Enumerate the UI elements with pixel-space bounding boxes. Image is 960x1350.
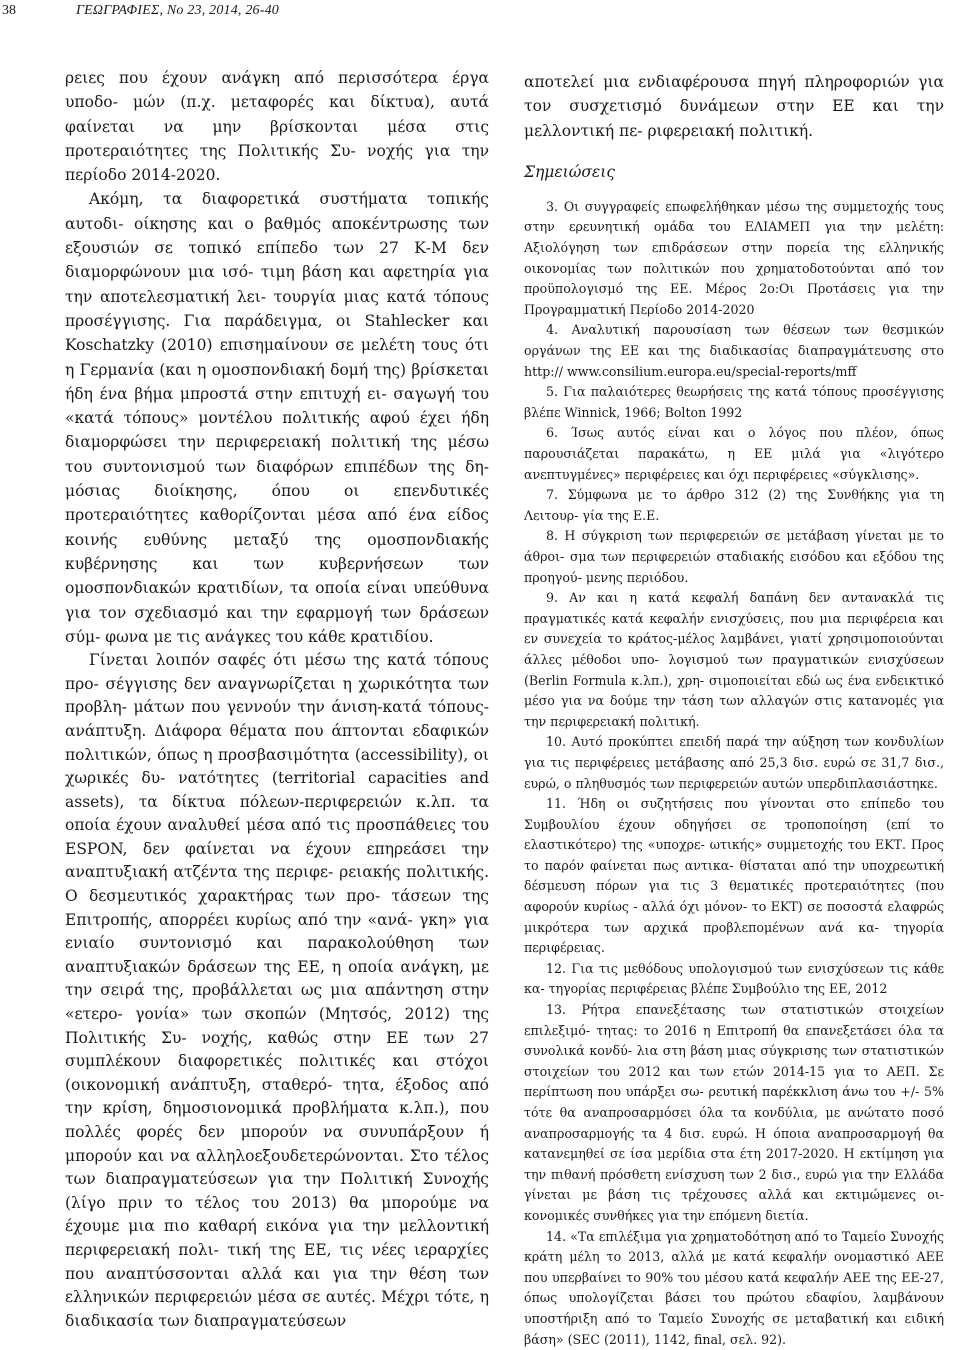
footnote: 8. Η σύγκριση των περιφερειών σε μετάβαση γίνεται με το άθροι- σμα των περιφερειών σταδιακής εισόδου και εξόδου της προηγού- μενης περιόδου. xyxy=(524,528,944,585)
notes-list xyxy=(524,197,944,1350)
body-paragraph: Γίνεται λοιπόν σαφές ότι μέσω της κατά τόπους προ- σέγγισης δεν αναγνωρίζεται η χωρικότητα των προβλη- μάτων που γεννούν την άνιση-κατά τόπους-ανάπτυξη. Διάφορα θέματα που άπτονται εδαφικών πολιτικών, όπως η προσβασιμότητα (accessibility), οι χωρικές δυ- νατότητες (territorial capacities and assets), τα δίκτυα πόλεων-περιφερειών κ.λπ. τα οποία έχουν αναλυθεί μέσα από τις προσπάθειες του ESPON, δεν φαίνεται να έχουν επηρεάσει την αναπτυξιακή ατζέντα της περιφε- ρειακής πολιτικής. Ο δεσμευτικός χαρακτήρας των προ- τάσεων της Επιτροπής, απορρέει κυρίως από την «ανά- γκη» για ενιαίο συντονισμό και παρακολούθηση των αναπτυξιακών δράσεων της ΕΕ, η οποία ανάγκη, με την σειρά της, προβάλλεται ως μια απάντηση στην «ετερο- γονία» των σκοπών (Μητσός, 2012) της Πολιτικής Συ- νοχής, καθώς στην ΕΕ των 27 συμπλέκουν διαφορετικές πολιτικές και στόχοι (οικονομική ανάπτυξη, σταθερό- τητα, έξοδος από την κρίση, δημοσιονομικά προβλήματα κ.λπ.), που πολλές φορές δεν μπορούν να συνυπάρξουν ή μπορούν και να αλληλοεξουδετερώνονται. Στο τέλος των διαπραγματεύσεων για την Πολιτική Συνοχής (λίγο πριν το τέλος του 2013) θα μπορούμε να έχουμε μια πιο καθαρή εικόνα για την μελλοντική περιφερειακή πολι- τική της ΕΕ, τις νέες ιεραρχίες που αναπτύσσονται αλλά και για την θέση των ελληνικών περιφερειών μέσα σε αυτές. Μέχρι τότε, η διαδικασία των διαπραγματεύσεων xyxy=(65,651,489,1330)
footnote: 14. «Τα επιλέξιμα για χρηματοδότηση από το Ταμείο Συνοχής κράτη μέλη το 2013, αλλά με κατά κεφαλήν ονομαστικό ΑΕΕ που υπερβαίνει το 90% του μέσου κατά κεφαλήν ΑΕΕ της ΕΕ-27, όπως υπολογίζεται βάσει του πρώτου εδαφίου, λαμβάνουν υποστήριξη από το Ταμείο Συνοχής σε μεταβατική και ειδική βάση» (SEC (2011), 1142, final, σελ. 92). xyxy=(524,1228,944,1347)
footnote: 12. Για τις μεθόδους υπολογισμού των ενισχύσεων τις κάθε κα- τηγορίας περιφέρειας βλέπε Συμβούλιο της ΕΕ, 2012 xyxy=(524,960,944,997)
footnote: 11. Ήδη οι συζητήσεις που γίνονται στο επίπεδο του Συμβουλίου έχουν οδηγήσει σε τροποποίηση (επί το ελαστικότερο) της «υποχρε- ωτικής» συμμετοχής του ΕΚΤ. Προς το παρόν φαίνεται πως αντικα- θίσταται από την υποχρεωτική δέσμευση πόρων για τις 3 θεματικές προτεραιότητες (που αφορούν κυρίως - αλλά όχι μόνον- το ΕΚΤ) σε ποσοστά ελαφρώς μικρότερα των αρχικά προβλεπομένων ανά κα- τηγορία περιφέρειας. xyxy=(524,796,944,956)
page-number: 38 xyxy=(2,3,16,18)
body-paragraph: ρειες που έχουν ανάγκη από περισσότερα έργα υποδο- μών (π.χ. μεταφορές και δίκτυα), αυτά φαίνεται να μην βρίσκονται μέσα στις προτεραιότητες της Πολιτικής Συ- νοχής για την περίοδο 2014-2020. xyxy=(65,69,489,185)
journal-running-head: ΓΕΩΓΡΑΦΙΕΣ, Νο 23, 2014, 26-40 xyxy=(76,3,279,18)
footnote: 9. Αν και η κατά κεφαλή δαπάνη δεν αντανακλά τις πραγματικές κατά κεφαλήν ενισχύσεις, που μια περιφέρεια και εν συνεχεία το κράτος-μέλος λαμβάνει, γιατί χρησιμοποιούνται άλλες μέθοδοι υπο- λογισμού των πραγματικών ενισχύσεων (Berlin Formula κ.λπ.), χρη- σιμοποιείται εδώ ως ένα ενδεικτικό μέσο για να δούμε την τάση των αλλαγών στις κατανομές για την περιφερειακή πολιτική. xyxy=(524,590,944,729)
footnote: 7. Σύμφωνα με το άρθρο 312 (2) της Συνθήκης για τη Λειτουρ- γία της Ε.Ε. xyxy=(524,487,944,523)
footnote: 6. Ίσως αυτός είναι και ο λόγος που πλέον, όπως παρουσιάζεται παρακάτω, η ΕΕ μιλά για «λιγότερο ανεπτυγμένες» περιφέρειες και όχι περιφέρειες «σύγκλισης». xyxy=(524,425,944,482)
left-column xyxy=(65,66,489,1333)
footnote: 13. Ρήτρα επανεξέτασης των στατιστικών στοιχείων επιλεξιμό- τητας: το 2016 η Επιτροπή θα επανεξετάσει όλα τα συνολικά κονδύ- λια στη βάση μιας σύγκρισης των στατιστικών στοιχείων του 2012 και των ετών 2014-15 για το ΑΕΠ. Σε περίπτωση που υπάρξει σω- ρευτική παρέκκλιση άνω του +/- 5% τότε θα αναπροσαρμόσει όλα τα κονδύλια, με ανώτατο ποσό αναπροσαρμογής τα 4 δισ. ευρώ. Η όποια αναπροσαρμογή θα κατανεμηθεί σε ίσα μερίδια στα έτη 2017-2020. Η εκτίμηση για την πιθανή πρόσθετη ενίσχυση των 2 δισ., ευρώ για την Ελλάδα γίνεται με βάση τις τρέχουσες αλλά και εκτιμώμενες οι- κονομικές συνθήκες για την επόμενη διετία. xyxy=(524,1002,944,1223)
notes-heading: Σημειώσεις xyxy=(524,162,616,181)
right-column xyxy=(524,70,944,1350)
footnote: 4. Αναλυτική παρουσίαση των θέσεων των θεσμικών οργάνων της ΕΕ και της διαδικασίας διαπραγμάτευσης στο http:// www.consilium.europa.eu/special-reports/mff xyxy=(524,322,944,379)
footnote: 3. Οι συγγραφείς επωφελήθηκαν μέσω της συμμετοχής τους στην ερευνητική ομάδα του ΕΛΙΑΜΕΠ για την μελέτη: Αξιολόγηση των επιδράσεων στην πορεία της ελληνικής οικονομίας των πολιτικών που χρηματοδοτούνται από τον προϋπολογισμό της ΕΕ. Μέρος 2ο:Οι Προτάσεις για την Προγραμματική Περίοδο 2014-2020 xyxy=(524,198,944,317)
body-paragraph: αποτελεί μια ενδιαφέρουσα πηγή πληροφοριών για τον συσχετισμό δυνάμεων στην ΕΕ και την μελλοντική πε- ριφερειακή πολιτική. xyxy=(524,73,944,140)
footnote: 10. Αυτό προκύπτει επειδή παρά την αύξηση των κονδυλίων για τις περιφέρειες μετάβασης από 25,3 δισ. ευρώ σε 31,7 δισ., ευρώ, ο πληθυσμός των περιφερειών αυτών υπερδιπλασιάστηκε. xyxy=(524,734,944,791)
body-paragraph: Ακόμη, τα διαφορετικά συστήματα τοπικής αυτοδι- οίκησης και ο βαθμός αποκέντρωσης των εξουσιών σε τοπικό επίπεδο των 27 Κ-Μ δεν διαμορφώνουν μια ισό- τιμη βάση και αφετηρία για την αποτελεσματική λει- τουργία μιας κατά τόπους προσέγγισης. Για παράδειγμα, οι Stahlecker και Koschatzky (2010) επισημαίνουν σε μελέτη τους ότι η Γερμανία (και η ομοσπονδιακή δομή της) βρίσκεται ήδη ένα βήμα μπροστά στην επιτυχή ει- σαγωγή του «κατά τόπους» μοντέλου πολιτικής αφού έχει ήδη διαμορφώσει την περιφερειακή πολιτική της μέσω του συντονισμού των διαφόρων επιπέδων της δη- μόσιας διοίκησης, όπου οι επενδυτικές προτεραιότητες καθορίζονται μέσα από ένα είδος κοινής ευθύνης μεταξύ της ομοσπονδιακής κυβέρνησης και των κυβερνήσεων των ομοσπονδιακών κρατιδίων, τα οποία είναι υπεύθυνα για τον σχεδιασμό και την εφαρμογή των δράσεων σύμ- φωνα με τις ανάγκες του κάθε κρατιδίου. xyxy=(65,190,489,646)
footnote: 5. Για παλαιότερες θεωρήσεις της κατά τόπους προσέγγισης βλέπε Winnick, 1966; Bolton 1992 xyxy=(524,384,944,420)
page-header xyxy=(0,0,960,24)
